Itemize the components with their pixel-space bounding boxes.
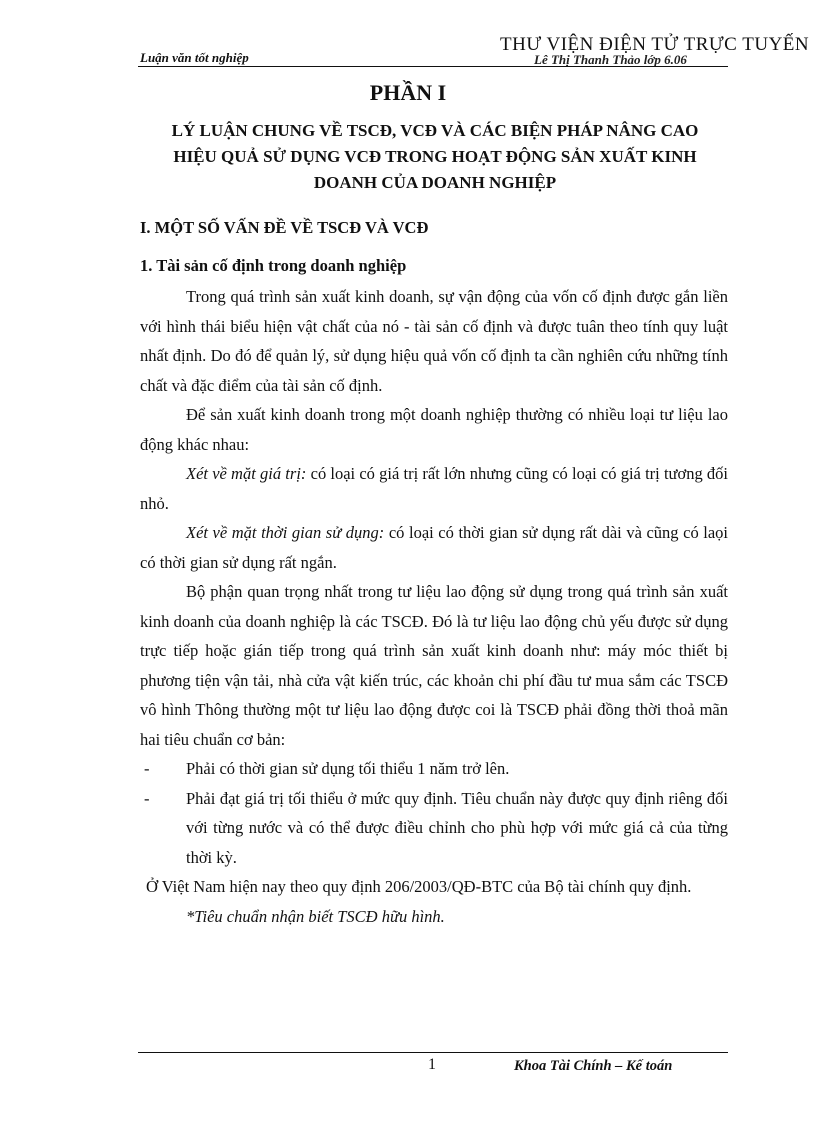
body-text	[140, 282, 728, 931]
paragraph-4-text: có loại có thời gian sử dụng rất dài và cũng có laọi có thời gian sử dụng rất ngắn.	[140, 523, 729, 572]
bullet-item-2	[140, 784, 728, 873]
part-title: PHẦN I	[369, 80, 447, 105]
paragraph-2: Để sản xuất kinh doanh trong một doanh nghiệp thường có nhiều loại tư liệu lao động khác nhau:	[140, 405, 728, 454]
paragraph-6: Ở Việt Nam hiện nay theo quy định 206/2003/QĐ-BTC của Bộ tài chính quy định.	[146, 877, 692, 896]
section-heading: I. MỘT SỐ VẤN ĐỀ VỀ TSCĐ VÀ VCĐ	[140, 218, 429, 237]
paragraph-3-label: Xét về mặt giá trị:	[186, 464, 307, 483]
paragraph-4	[140, 518, 728, 577]
page-number: 1	[428, 1056, 436, 1073]
bullet-dash: -	[144, 759, 150, 778]
subsection-heading: 1. Tài sản cố định trong doanh nghiệp	[140, 256, 407, 275]
header-right: Lê Thị Thanh Thảo lớp 6.06	[534, 52, 687, 67]
bullet-text-2: Phải đạt giá trị tối thiểu ở mức quy định. Tiêu chuẩn này được quy định riêng đối với từng nước và có thể được điều chỉnh cho phù hợp với mức giá cả của từng thời kỳ.	[186, 788, 728, 867]
paragraph-5: Bộ phận quan trọng nhất trong tư liệu lao động sử dụng trong quá trình sản xuất kinh doanh của doanh nghiệp là các TSCĐ. Đó là tư liệu lao động chủ yếu được sử dụng trực tiếp hoặc gián tiếp trong quá trình sản xuất kinh doanh như: máy móc thiết bị phương tiện vận tải, nhà cửa vật kiến trúc, các khoản chi phí đầu tư mua sắm các TSCĐ vô hình Thông thường một tư liệu lao động được coi là TSCĐ phải đồng thời thoả mãn hai tiêu chuẩn cơ bản:	[140, 582, 728, 749]
footer-department: Khoa Tài Chính – Kế toán	[514, 1058, 673, 1074]
bullet-dash: -	[144, 788, 150, 808]
footer-divider	[138, 1052, 728, 1053]
paragraph-7-note: *Tiêu chuẩn nhận biết TSCĐ hữu hình.	[186, 906, 445, 926]
bullet-text-1: Phải có thời gian sử dụng tối thiểu 1 năm trở lên.	[186, 759, 510, 778]
paragraph-3	[140, 459, 728, 518]
bullet-item-1	[140, 754, 728, 784]
paragraph-4-label: Xét về mặt thời gian sử dụng:	[186, 523, 385, 542]
header-left: Luận văn tốt nghiệp	[140, 50, 249, 65]
paragraph-3-text: có loại có giá trị rất lớn nhưng cũng có loại có giá trị tương đối nhỏ.	[140, 464, 729, 513]
header-divider	[138, 66, 728, 67]
paragraph-1: Trong quá trình sản xuất kinh doanh, sự vận động của vốn cố định được gắn liền với hình thái biểu hiện vật chất của nó - tài sản cố định và được tuân theo tính quy luật nhất định. Do đó để quản lý, sử dụng hiệu quả vốn cố định ta cần nghiên cứu những tính chất và đặc điểm của tài sản cố định.	[140, 287, 728, 395]
watermark-text: THƯ VIỆN ĐIỆN TỬ TRỰC TUYẾN	[500, 34, 810, 55]
main-title: LÝ LUẬN CHUNG VỀ TSCĐ, VCĐ VÀ CÁC BIỆN PHÁP NÂNG CAO HIỆU QUẢ SỬ DỤNG VCĐ TRONG HOẠT ĐỘNG SẢN XUẤT KINH DOANH CỦA DOANH NGHIỆP	[171, 121, 699, 192]
